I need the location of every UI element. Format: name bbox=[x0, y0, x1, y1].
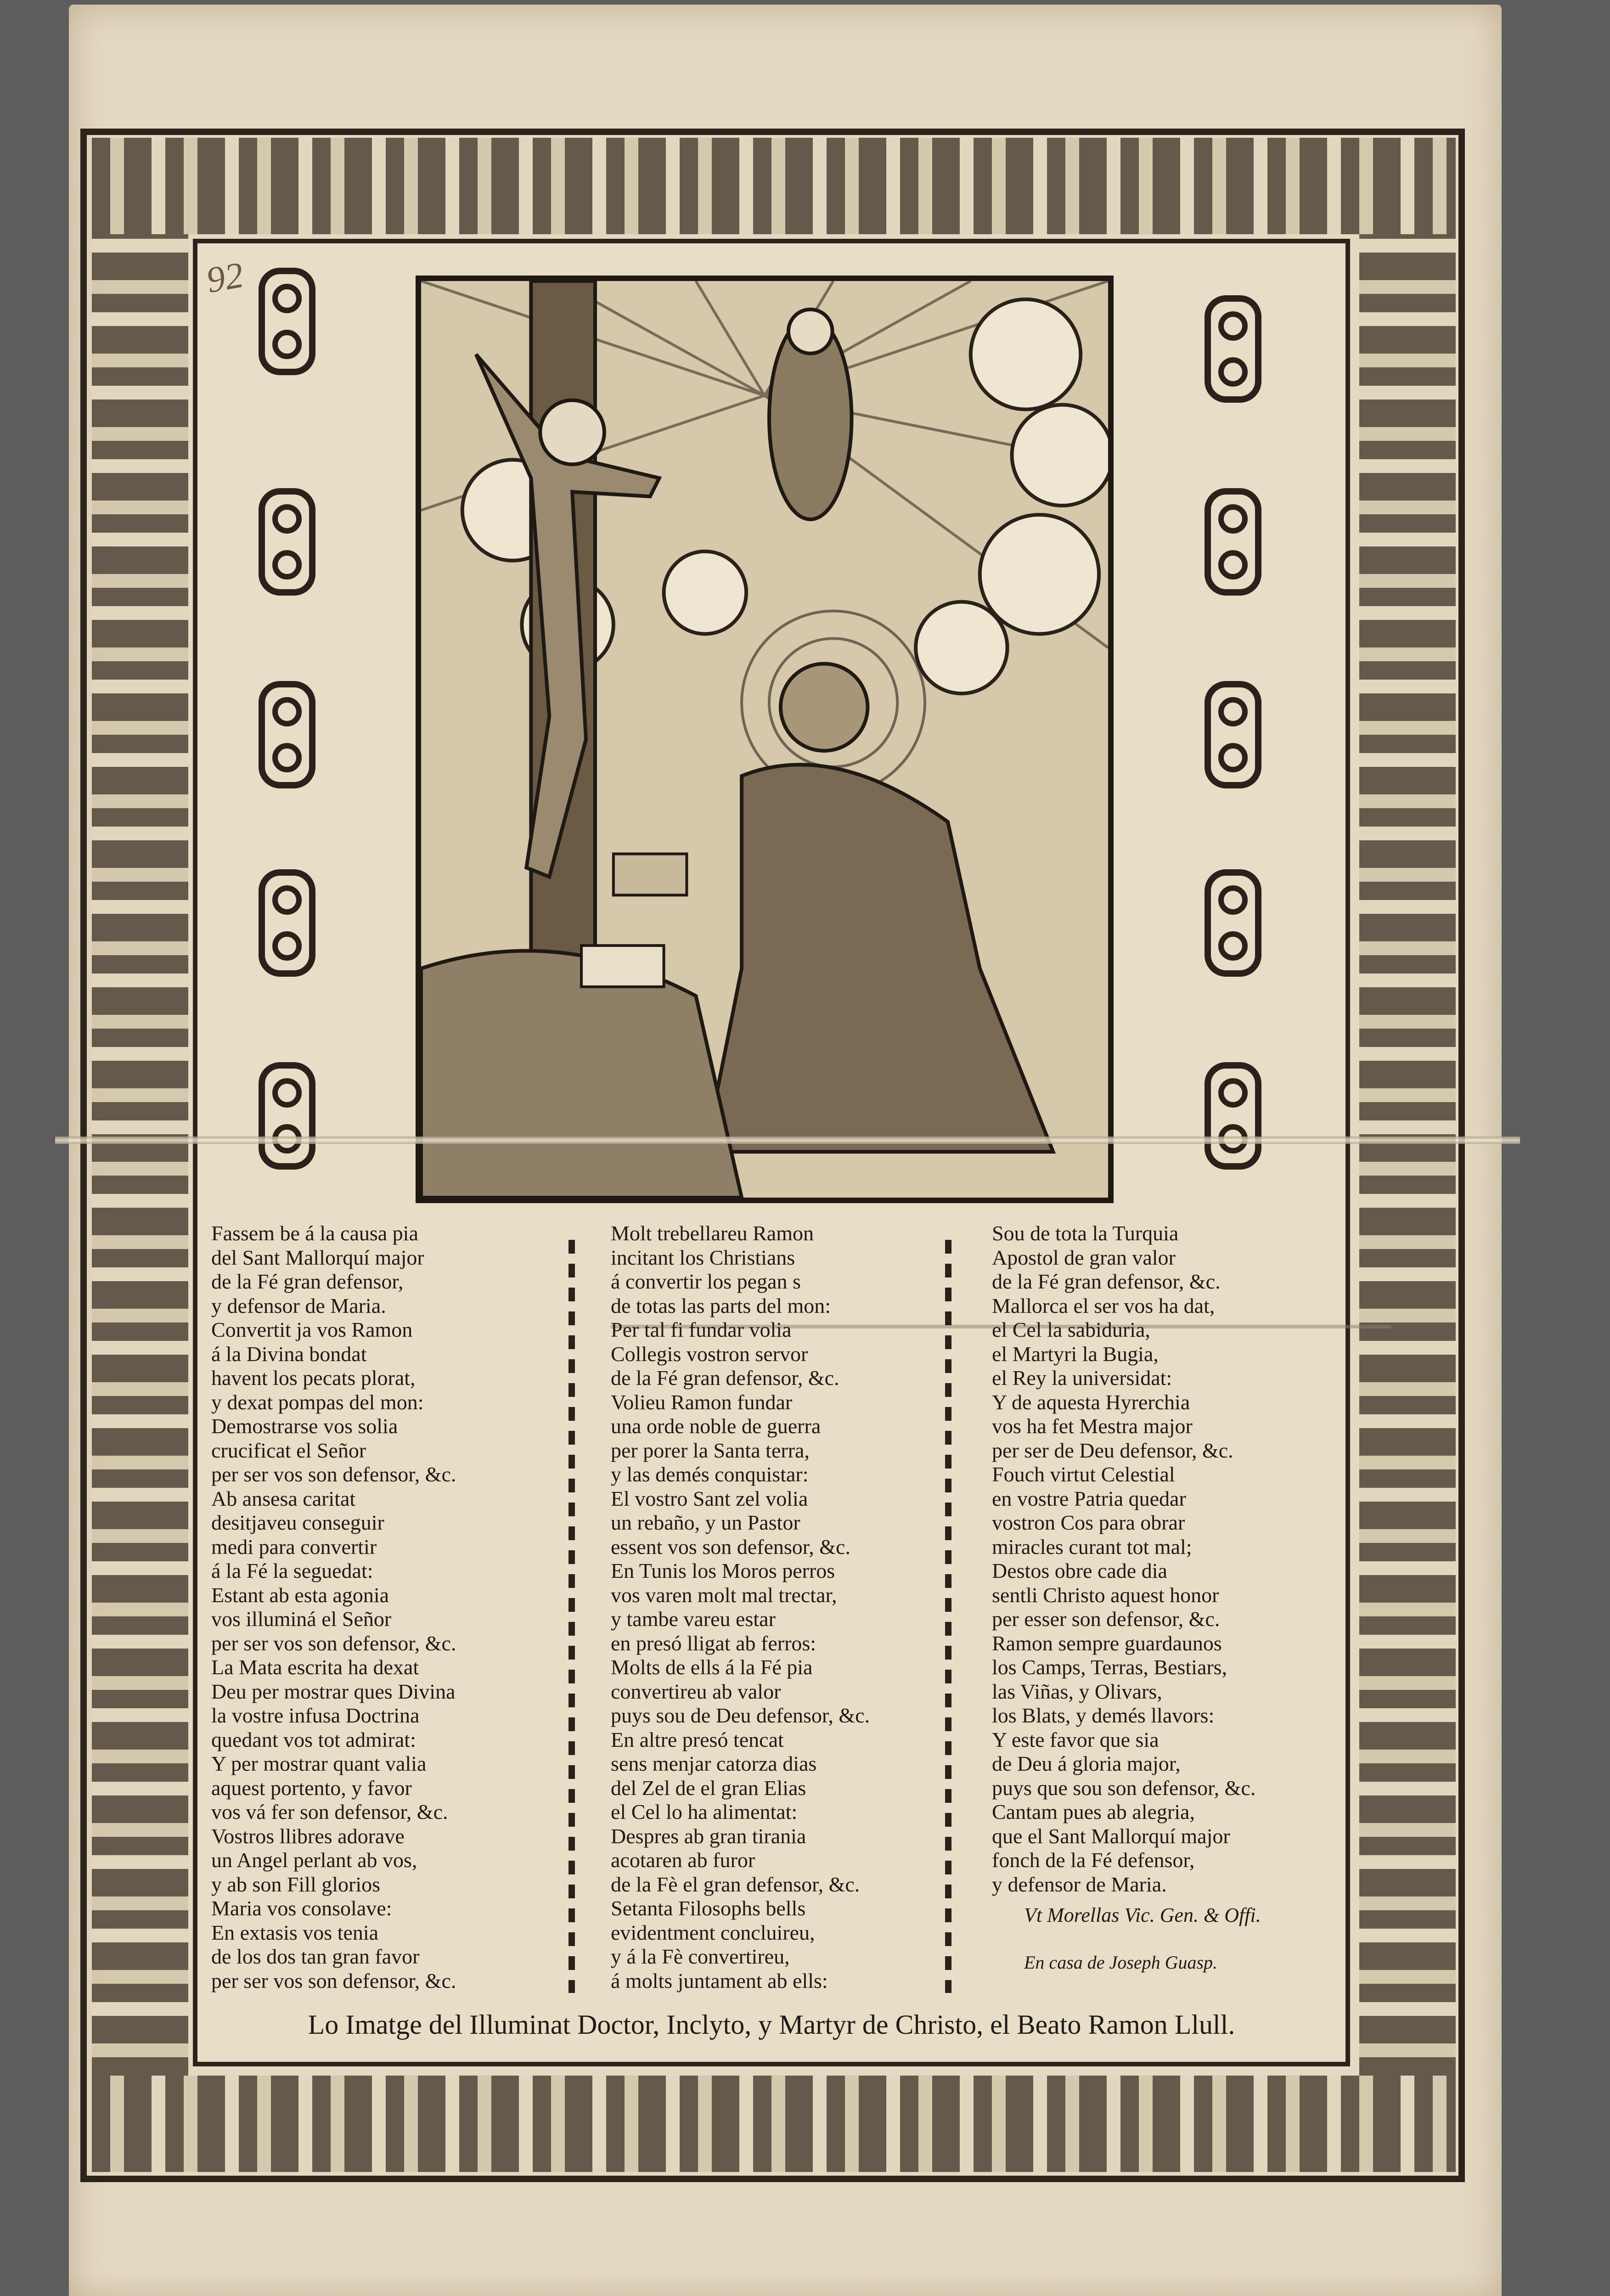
poem-line: Vostros llibres adorave bbox=[211, 1824, 405, 1848]
poem-line: de la Fé gran defensor, &c. bbox=[611, 1366, 839, 1390]
poem-line: Molts de ells á la Fé pia bbox=[611, 1655, 813, 1679]
poem-line: El vostro Sant zel volia bbox=[611, 1486, 808, 1510]
poem-line: per ser vos son defensor, &c. bbox=[211, 1969, 456, 1992]
column-divider-ornament bbox=[937, 1240, 960, 1993]
flourish-ornament bbox=[257, 680, 317, 790]
poem-line: el Martyri la Bugia, bbox=[992, 1342, 1159, 1366]
poem-line: á la Fé la seguedat: bbox=[211, 1559, 373, 1582]
poem-line: á convertir los pegan s bbox=[611, 1270, 801, 1293]
poem-line: Y de aquesta Hyrerchia bbox=[992, 1390, 1190, 1414]
woodcut-illustration bbox=[416, 276, 1114, 1203]
poem-line: vos varen molt mal trectar, bbox=[611, 1583, 837, 1607]
poem-line: aquest portento, y favor bbox=[211, 1776, 412, 1800]
poem-line: acotaren ab furor bbox=[611, 1848, 755, 1872]
poem-line: quedant vos tot admirat: bbox=[211, 1728, 416, 1751]
poem-line: Sou de tota la Turquia bbox=[992, 1221, 1179, 1245]
poem-line: Volieu Ramon fundar bbox=[611, 1390, 793, 1414]
poem-line: y á la Fè convertireu, bbox=[611, 1945, 790, 1968]
poem-line: per porer la Santa terra, bbox=[611, 1438, 810, 1462]
poem-line: los Camps, Terras, Bestiars, bbox=[992, 1655, 1227, 1679]
poem-line: Estant ab esta agonia bbox=[211, 1583, 389, 1607]
poem-line: essent vos son defensor, &c. bbox=[611, 1535, 850, 1559]
flourish-ornament bbox=[257, 487, 317, 597]
poem-line: Per tal fi fundar volia bbox=[611, 1318, 792, 1341]
poem-line: en vostre Patria quedar bbox=[992, 1486, 1186, 1510]
poem-line: una orde noble de guerra bbox=[611, 1414, 821, 1438]
poem-line: que el Sant Mallorquí major bbox=[992, 1824, 1230, 1848]
poem-line: de la Fé gran defensor, &c. bbox=[992, 1270, 1221, 1293]
poem-column-2 bbox=[611, 1221, 960, 1993]
poem-line: Apostol de gran valor bbox=[992, 1245, 1176, 1269]
poem-line: vostron Cos para obrar bbox=[992, 1511, 1185, 1534]
poem-line: y tambe vareu estar bbox=[611, 1607, 776, 1631]
paper-fold bbox=[55, 1137, 1520, 1144]
poem-line: vos vá fer son defensor, &c. bbox=[211, 1800, 448, 1823]
poem-line: un Angel perlant ab vos, bbox=[211, 1848, 417, 1872]
poem-line: y defensor de Maria. bbox=[992, 1872, 1167, 1896]
poem-line: En extasis vos tenia bbox=[211, 1920, 379, 1944]
flourish-ornament bbox=[1203, 680, 1263, 790]
poem-line: Ramon sempre guardaunos bbox=[992, 1631, 1222, 1655]
poem-line: las Viñas, y Olivars, bbox=[992, 1679, 1162, 1703]
poem-line: el Cel la sabiduria, bbox=[992, 1318, 1150, 1341]
poem-line: En altre presó tencat bbox=[611, 1728, 784, 1751]
poem-line: fonch de la Fé defensor, bbox=[992, 1848, 1195, 1872]
poem-line: Setanta Filosophs bells bbox=[611, 1896, 806, 1920]
poem-line: per esser son defensor, &c. bbox=[992, 1607, 1220, 1631]
poem-line: Fassem be á la causa pia bbox=[211, 1221, 418, 1245]
poem-line: y dexat pompas del mon: bbox=[211, 1390, 424, 1414]
poem-line: Mallorca el ser vos ha dat, bbox=[992, 1294, 1215, 1317]
poem-line: Convertit ja vos Ramon bbox=[211, 1318, 413, 1341]
poem-line: de los dos tan gran favor bbox=[211, 1945, 420, 1968]
poem-line: vos ha fet Mestra major bbox=[992, 1414, 1193, 1438]
poem-line: desitjaveu conseguir bbox=[211, 1511, 384, 1534]
poem-line: y las demés conquistar: bbox=[611, 1463, 809, 1486]
poem-line: sentli Christo aquest honor bbox=[992, 1583, 1219, 1607]
poem-line: un rebaño, y un Pastor bbox=[611, 1511, 800, 1534]
floral-border-left bbox=[92, 234, 188, 2076]
printer-imprint: En casa de Joseph Guasp. bbox=[1024, 1952, 1218, 1973]
poem-line: la vostre infusa Doctrina bbox=[211, 1704, 420, 1727]
poem-line: Ab ansesa caritat bbox=[211, 1486, 356, 1510]
flourish-ornament bbox=[257, 266, 317, 377]
poem-line: del Zel de el gran Elias bbox=[611, 1776, 806, 1800]
poem-line: Y per mostrar quant valia bbox=[211, 1752, 427, 1775]
flourish-ornament bbox=[257, 1061, 317, 1171]
floral-border-right bbox=[1359, 234, 1456, 2076]
poem-line: puys que sou son defensor, &c. bbox=[992, 1776, 1256, 1800]
flourish-ornament bbox=[257, 868, 317, 978]
poem-line: miracles curant tot mal; bbox=[992, 1535, 1192, 1559]
page-number: 92 bbox=[203, 254, 247, 301]
flourish-ornament bbox=[1203, 1061, 1263, 1171]
poem-line: Demostrarse vos solia bbox=[211, 1414, 398, 1438]
poem-line: evidentment concluireu, bbox=[611, 1920, 815, 1944]
poem-line: sens menjar catorza dias bbox=[611, 1752, 817, 1775]
poem-line: de Deu á gloria major, bbox=[992, 1752, 1181, 1775]
floral-border-top bbox=[92, 138, 1456, 234]
poem-line: de totas las parts del mon: bbox=[611, 1294, 831, 1317]
poem-line: convertireu ab valor bbox=[611, 1679, 781, 1703]
poem-line: En Tunis los Moros perros bbox=[611, 1559, 835, 1582]
poem-line: crucificat el Señor bbox=[211, 1438, 366, 1462]
flourish-ornament bbox=[1203, 487, 1263, 597]
caption-title: Lo Imatge del Illuminat Doctor, Inclyto, y Martyr de Christo, el Beato Ramon Llull. bbox=[308, 2009, 1235, 2040]
poem-line: Molt trebellareu Ramon bbox=[611, 1221, 814, 1245]
poem-line: per ser de Deu defensor, &c. bbox=[992, 1438, 1233, 1462]
poem-line: á la Divina bondat bbox=[211, 1342, 367, 1366]
poem-line: del Sant Mallorquí major bbox=[211, 1245, 424, 1269]
poem-line: Despres ab gran tirania bbox=[611, 1824, 806, 1848]
poem-line: Fouch virtut Celestial bbox=[992, 1463, 1175, 1486]
poem-column-3 bbox=[992, 1221, 1341, 1896]
poem-line: Cantam pues ab alegria, bbox=[992, 1800, 1195, 1823]
poem-line: á molts juntament ab ells: bbox=[611, 1969, 828, 1992]
poem-line: incitant los Christians bbox=[611, 1245, 795, 1269]
flourish-ornament bbox=[1203, 868, 1263, 978]
poem-line: el Rey la universidat: bbox=[992, 1366, 1172, 1390]
poem-line: per ser vos son defensor, &c. bbox=[211, 1463, 456, 1486]
poem-line: Deu per mostrar ques Divina bbox=[211, 1679, 456, 1703]
poem-line: el Cel lo ha alimentat: bbox=[611, 1800, 798, 1823]
poem-line: y ab son Fill glorios bbox=[211, 1872, 381, 1896]
poem-line: Destos obre cade dia bbox=[992, 1559, 1167, 1582]
imprimatur: Vt Morellas Vic. Gen. & Offi. bbox=[1024, 1904, 1261, 1926]
poem-line: de la Fé gran defensor, bbox=[211, 1270, 404, 1293]
poem-line: y defensor de Maria. bbox=[211, 1294, 386, 1317]
poem-line: vos illuminá el Señor bbox=[211, 1607, 392, 1631]
poem-line: Maria vos consolave: bbox=[211, 1896, 392, 1920]
poem-line: havent los pecats plorat, bbox=[211, 1366, 416, 1390]
poem-line: medi para convertir bbox=[211, 1535, 377, 1559]
poem-line: Y este favor que sia bbox=[992, 1728, 1159, 1751]
column-divider-ornament bbox=[560, 1240, 583, 1993]
poem-line: Collegis vostron servor bbox=[611, 1342, 808, 1366]
poem-line: puys sou de Deu defensor, &c. bbox=[611, 1704, 870, 1727]
poem-line: La Mata escrita ha dexat bbox=[211, 1655, 419, 1679]
poem-column-1 bbox=[211, 1221, 551, 1993]
flourish-ornament bbox=[1203, 294, 1263, 404]
poem-line: en presó lligat ab ferros: bbox=[611, 1631, 816, 1655]
poem-line: per ser vos son defensor, &c. bbox=[211, 1631, 456, 1655]
poem-line: los Blats, y demés llavors: bbox=[992, 1704, 1215, 1727]
floral-border-bottom bbox=[92, 2076, 1456, 2172]
poem-line: de la Fè el gran defensor, &c. bbox=[611, 1872, 860, 1896]
